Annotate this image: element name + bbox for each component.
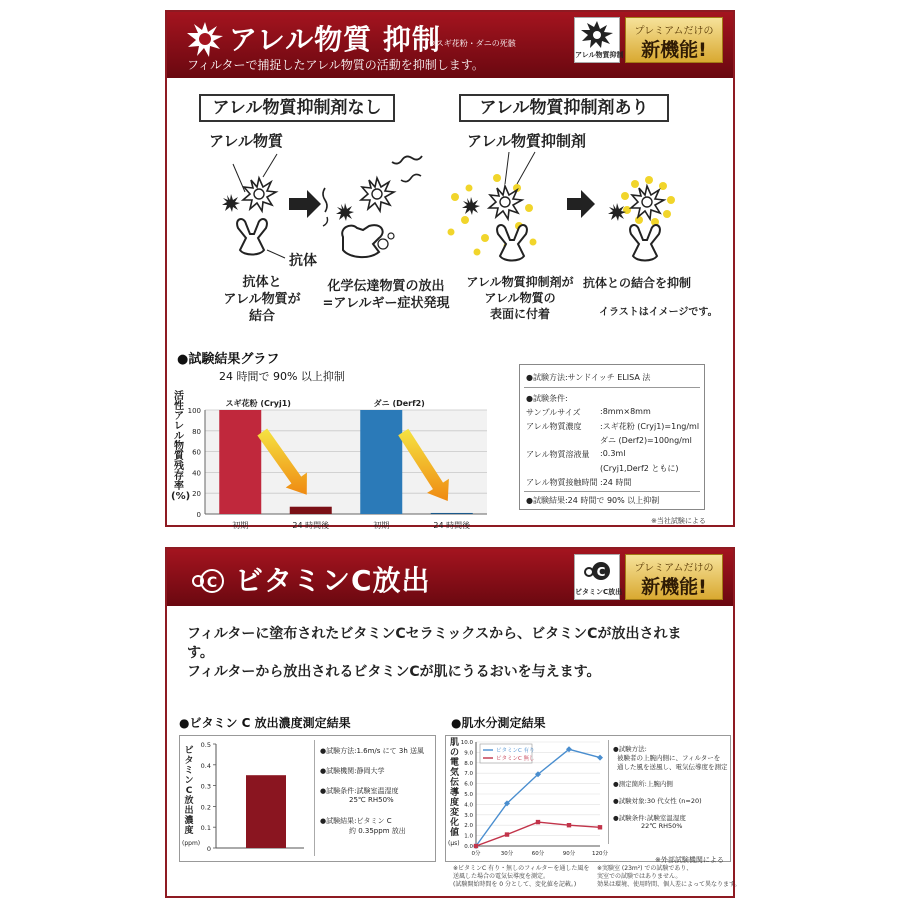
vitamin-panel [165,547,741,898]
conc-ylabel-char: ン [184,776,194,786]
with-inhibitor-label: アレル物質抑制剤あり [459,94,669,122]
test-row-value: :8mm×8mm [600,407,651,416]
skin-info [608,740,728,844]
caption-bind-line2: アレル物質が [223,292,301,307]
skin-ylabel-char: 化 [449,818,459,828]
conc-ytick: 0.4 [200,761,211,770]
conc-ytick: 0.5 [200,741,211,749]
skin-xtick: 30分 [500,851,514,857]
vitamin-desc-line3: フィルターから放出されるビタミンCが肌にうるおいを与えます。 [187,664,601,680]
conc-ylabel-char: 度 [184,826,194,836]
skin-ytick: 9.0 [464,750,473,757]
skin-ylabel-char: 変 [449,808,459,818]
skin-footnote-line: 効果は環境、使用時間、個人差によって異なります。 [597,881,741,888]
test-row-value: :24 時間 [600,478,632,487]
test-row-value: :0.3ml [600,449,626,458]
skin-info-line: 被験者の上腕内側に、フィルターを [617,754,721,762]
skin-line-chart [458,736,606,862]
allergen-badge-caption: アレル物質抑制 [575,51,624,59]
allergen-bar [290,507,332,514]
allergen-ytick: 60 [192,448,201,457]
skin-point [505,832,509,836]
test-result: ●試験結果:24 時間で 90% 以上抑制 [526,496,660,505]
skin-footnote-line: ※ビタミンC 有り・無しのフィルターを通した風を [453,865,590,872]
skin-legend-label: ビタミンC 有り [496,748,535,754]
premium-badge-2-line2: 新機能! [641,576,707,598]
skin-info-line: ●試験対象:30 代女性 (n=20) [613,797,702,805]
skin-info-line: ●試験方法: [613,745,647,753]
allergen-bar [219,410,261,514]
caption-release-line1: 化学伝達物質の放出 [327,279,445,294]
allergen-subtitle: フィルターで捕捉したアレル物質の活動を抑制します。 [187,58,484,72]
premium-badge-2-line1: プレミアムだけの [634,563,714,574]
allergen-panel [165,10,735,530]
caption-bind-line1: 抗体と [242,275,282,290]
caption-release [313,278,459,312]
allergen-label: アレル物質 [209,132,284,150]
allergen-ytick: 80 [192,427,201,436]
allergen-bar-chart [185,382,507,532]
skin-point [598,825,602,829]
conc-info-line: 25℃ RH50% [349,796,394,804]
antibody-label: 抗体 [289,253,317,269]
allergen-bar [360,410,402,514]
illustration-note: イラストはイメージです。 [599,307,718,318]
conc-ylabel-char: 出 [184,806,194,816]
allergen-ytick: 20 [192,490,201,499]
test-row-key: アレル物質溶液量 [526,450,590,459]
allergen-xtick: 24 時間後 [292,521,330,530]
caption-bind-line3: 結合 [248,309,275,324]
caption-suppress: 抗体との結合を抑制 [583,276,692,290]
allergen-xtick: 24 時間後 [433,521,471,530]
vitamin-header [167,549,733,606]
skin-xtick: 90分 [562,851,576,857]
conc-ylabel-char: ミ [184,766,194,776]
allergen-ylabel-char: (%) [171,491,191,502]
conc-ylabel-char: C [185,786,193,796]
vitamin-desc-line1: フィルターに塗布されたビタミンCセラミックスから、ビタミンCが放出されま [187,626,682,642]
svg-text:C: C [596,565,606,579]
skin-ylabel-char: の [449,748,459,758]
allergen-ylabel-char: 活 [174,391,184,402]
vitamin-badge-icon [575,555,619,587]
skin-footnote-line: 実室での試験ではありません。 [597,873,682,880]
skin-ytick: 6.0 [464,781,473,788]
skin-xtick: 60分 [531,851,545,857]
test-row-value: :スギ花粉 (Cryj1)=1ng/ml [600,422,700,431]
conc-info-line: ●試験条件:試験室温湿度 [320,787,399,795]
allergen-group-label: ダニ (Derf2) [373,399,425,408]
allergen-ylabel-char: 率 [174,481,184,492]
allergen-ylabel-char: 質 [174,451,184,462]
allergen-ylabel-char: ル [174,431,184,442]
conc-ytick: 0.2 [200,803,211,812]
skin-info-line: 通した風を送風し、電気伝導度を測定 [617,763,728,771]
allergen-ylabel-char: 物 [174,441,184,452]
vitamin-desc-line2: す。 [187,645,214,661]
conc-info-line: ●試験機関:静岡大学 [320,767,385,775]
skin-footnote [453,865,589,889]
skin-footnote-line: 送風した場合の電気伝導度を測定。 [453,873,550,880]
premium-badge-line2: 新機能! [641,39,707,61]
skin-ytick: 4.0 [464,802,473,809]
skin-title: ●肌水分測定結果 [451,716,546,730]
test-cond-title: ●試験条件: [526,394,568,403]
allergen-ylabel-char: ア [174,411,184,422]
skin-legend-label: ビタミンC 無し [496,756,535,762]
skin-info-line: 22℃ RH50% [641,822,683,830]
skin-legend [480,744,535,763]
skin-info-line: ●測定箇所:上腕内側 [613,780,673,788]
inhibitor-label: アレル物質抑制剤 [467,132,587,150]
premium-new-badge-2 [625,554,723,600]
skin-series-line [476,749,600,846]
skin-ylabel-char: 値 [449,828,459,838]
skin-ytick: 0.0 [464,844,473,850]
results-title: ●試験結果グラフ [177,352,280,367]
skin-point [567,823,571,827]
test-row-key: サンプルサイズ [526,408,581,417]
premium-badge-line1: プレミアムだけの [634,26,714,37]
conc-ytick: 0.1 [200,824,211,833]
test-conditions-box [519,364,705,510]
caption-attach [455,274,585,322]
skin-ylabel-char: 肌 [449,738,459,748]
conc-ylabel-char: タ [184,756,194,766]
skin-ytick: 1.0 [464,833,473,840]
vitamin-feature-badge [574,554,623,600]
skin-ylabel-char: 度 [449,798,459,808]
skin-xtick: 0分 [471,851,481,857]
conc-info-line: ●試験結果:ビタミン C [320,817,392,825]
conc-info [314,740,432,856]
skin-ylabel-char: 導 [449,788,459,798]
skin-unit: (μs) [448,840,460,847]
allergen-group-label: スギ花粉 (Cryj1) [225,399,291,408]
allergen-xtick: 初期 [232,521,249,530]
skin-ytick: 2.0 [464,823,473,830]
conc-title: ●ビタミン C 放出濃度測定結果 [179,716,351,730]
vitamin-title: ビタミンC放出 [235,564,431,597]
skin-series-line [476,822,600,846]
allergen-ylabel-char: 性 [174,401,184,412]
test-source: ※当社試験による [651,517,706,525]
svg-text:C: C [206,575,218,591]
skin-ytick: 8.0 [464,760,473,767]
allergen-xtick: 初期 [373,521,390,530]
allergen-ylabel-char: レ [174,421,184,432]
test-row-key: アレル物質接触時間 [526,478,598,487]
vitamin-badge-caption: ビタミンC放出 [575,588,623,596]
test-row-value: (Cryj1,Derf2 ともに) [600,464,679,473]
caption-bind [207,274,317,325]
skin-ytick: 5.0 [464,792,473,798]
skin-ylabel-char: 電 [449,758,459,768]
without-inhibitor-label: アレル物質抑制剤なし [199,94,395,122]
skin-ytick: 3.0 [464,812,473,819]
allergen-ytick: 0 [196,511,201,519]
allergen-ytick: 100 [187,407,201,415]
allergen-ytick: 40 [192,469,201,478]
allergen-ylabel-char: 残 [174,461,184,472]
test-row-key: アレル物質濃度 [526,422,582,431]
caption-attach-line3: 表面に付着 [489,307,550,321]
skin-point [597,755,603,761]
skin-xtick: 120分 [592,851,608,857]
conc-ylabel-char: ビ [184,746,194,756]
test-row-value: ダニ (Derf2)=100ng/ml [600,436,692,445]
skin-footnote-2 [597,865,741,889]
conc-bar-chart [194,736,310,860]
skin-footnote-line: (試験開始時間を 0 分として、変化値を記載。) [453,881,577,888]
conc-unit: (ppm) [182,840,201,847]
caption-release-line2: =アレルギー症状発現 [322,296,450,311]
vitamin-c-icon [185,559,225,599]
conc-info-line: 約 0.35ppm 放出 [349,827,406,835]
skin-source: ※外部試験機関による [655,856,724,864]
skin-point [474,844,478,848]
caption-attach-line1: アレル物質抑制剤が [466,275,574,289]
skin-point [536,820,540,824]
skin-ylabel-char: 伝 [449,778,459,788]
skin-ylabel-char: 気 [449,768,459,778]
skin-footnote-line: ※実験室 (23m²) での試験であり、 [597,865,693,872]
allergen-bar [431,513,473,514]
skin-info-line: ●試験条件:試験室温湿度 [613,814,686,822]
skin-ytick: 7.0 [464,771,473,778]
conc-ytick: 0.3 [200,782,211,791]
conc-ylabel-char: 濃 [184,816,194,826]
allergen-ylabel-char: 存 [174,471,184,482]
caption-attach-line2: アレル物質の [484,291,556,305]
conc-ytick: 0 [206,845,211,853]
skin-chart-frame [445,735,731,862]
skin-ytick: 10.0 [460,740,473,746]
inhibitor-dots [448,174,537,256]
test-method: ●試験方法:サンドイッチ ELISA 法 [526,373,651,382]
conc-bar [246,775,286,848]
results-chart-subtitle: 24 時間で 90% 以上抑制 [219,370,345,383]
allergen-title: アレル物質 抑制 [229,23,441,56]
conc-info-line: ●試験方法:1.6m/s にて 3h 送風 [320,747,424,755]
allergen-title-note: ※スギ花粉・ダニの死骸 [429,39,516,48]
conc-chart-frame [179,735,436,862]
conc-ylabel-char: 放 [184,796,194,806]
